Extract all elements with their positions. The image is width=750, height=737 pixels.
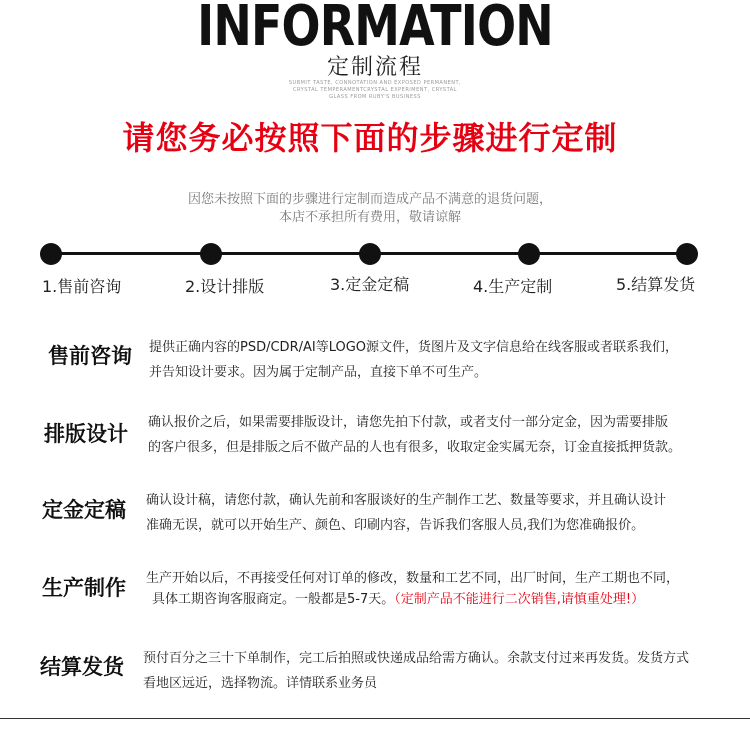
section-text-production-2-normal: 具体工期咨询客服商定。一般都是5-7天。 [152,592,395,607]
section-text-production-1: 生产开始以后，不再接受任何对订单的修改，数量和工艺不同，出厂时间，生产工期也不同， [146,571,680,586]
notice-line-2: 本店不承担所有费用，敬请谅解 [278,210,461,225]
section-title-presale: 售前咨询 [48,344,132,368]
step-label-5: 5.结算发货 [616,275,696,294]
section-title-production: 生产制作 [42,576,126,600]
step-label-2: 2.设计排版 [185,277,265,296]
section-text-layout-2: 的客户很多，但是排版之后不做产品的人也有很多，收取定金实属无奈，订金直接抵押货款。 [148,440,682,455]
section-text-deposit-2: 准确无误，就可以开始生产、颜色、印刷内容，告诉我们客服人员,我们为您准确报价。 [146,518,645,533]
timeline-dot-2 [200,243,222,265]
title-cn: 定制流程 [326,55,423,80]
step-label-3: 3.定金定稿 [330,275,410,294]
step-label-1: 1.售前咨询 [42,277,122,296]
section-text-layout-1: 确认报价之后，如果需要排版设计，请您先拍下付款，或者支付一部分定金，因为需要排版 [148,415,669,430]
section-text-production-2 [152,588,644,607]
notice-line-1: 因您未按照下面的步骤进行定制而造成产品不满意的退货问题， [187,192,552,207]
title-en: INFORMATION [197,0,553,59]
fine-print-line-1: SUBMIT TASTE, CONNOTATION AND EXPOSED PERMANENT, [288,80,462,86]
timeline-dot-1 [40,243,62,265]
section-text-settlement-1: 预付百分之三十下单制作，完工后拍照或快递成品给需方确认。余款支付过来再发货。发货方式 [143,651,690,666]
section-text-presale-2: 并告知设计要求。因为属于定制产品，直接下单不可生产。 [149,365,488,380]
section-text-deposit-1: 确认设计稿，请您付款，确认先前和客服谈好的生产制作工艺、数量等要求，并且确认设计 [146,493,667,508]
timeline-dot-4 [518,243,540,265]
fine-print-line-3: GLASS FROM RUBY'S BUSINESS [329,94,421,100]
timeline-dot-5 [676,243,698,265]
section-text-production-2-warning: （定制产品不能进行二次销售,请慎重处理!） [394,592,645,607]
bottom-divider [0,718,750,719]
section-text-settlement-2: 看地区远近，选择物流。详情联系业务员 [143,676,378,691]
step-label-4: 4.生产定制 [473,277,553,296]
timeline-dot-3 [359,243,381,265]
section-title-layout: 排版设计 [44,422,128,446]
section-text-presale-1: 提供正确内容的PSD/CDR/AI等LOGO源文件，货图片及文字信息给在线客服或者联系我们， [149,340,679,355]
fine-print-line-2: CRYSTAL TEMPERAMENTCRYSTAL EXPERIMENT, CRYSTAL [293,87,457,93]
headline: 请您务必按照下面的步骤进行定制 [122,119,618,157]
section-title-deposit: 定金定稿 [42,498,126,522]
section-title-settlement: 结算发货 [40,655,124,679]
